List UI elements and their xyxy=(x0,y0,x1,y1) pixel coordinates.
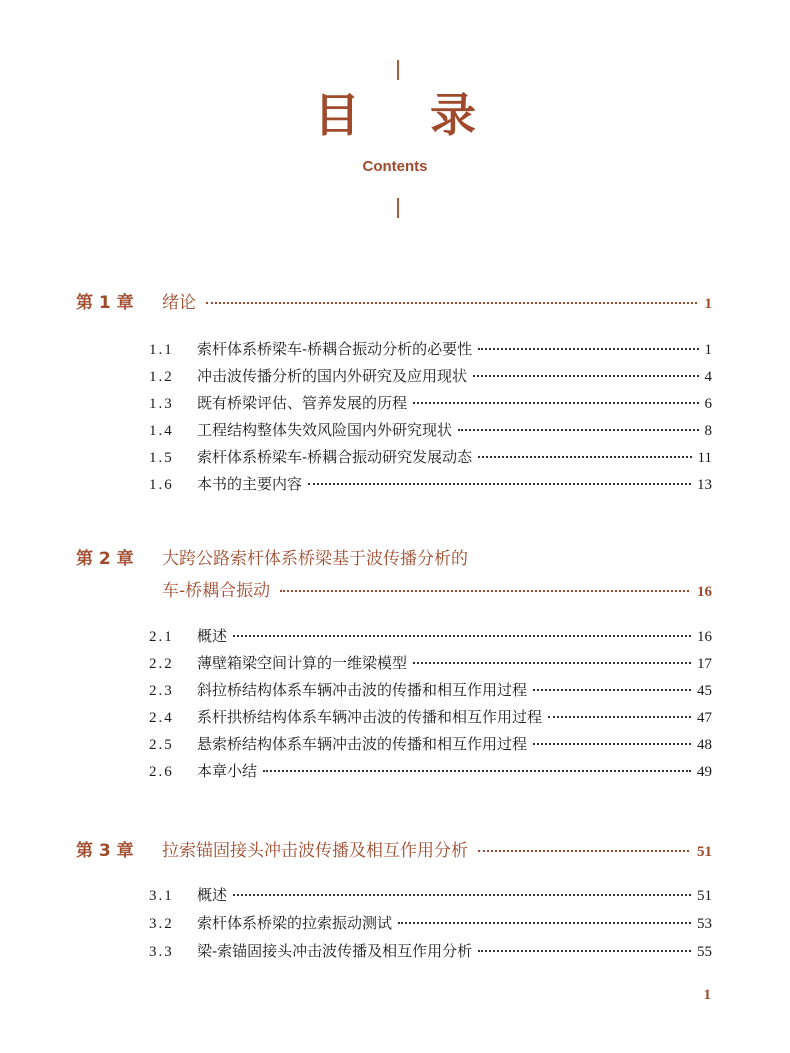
page-number: 1 xyxy=(703,987,711,1003)
toc-entry[interactable] xyxy=(149,706,712,727)
leader-dots xyxy=(280,590,689,592)
section-page: 51 xyxy=(697,888,712,904)
section-number: 1.4 xyxy=(149,423,174,439)
section-page: 8 xyxy=(704,423,712,439)
leader-dots xyxy=(533,743,691,745)
leader-dots xyxy=(308,483,691,485)
toc-entry[interactable] xyxy=(149,473,712,494)
toc-entry[interactable] xyxy=(149,625,712,646)
section-number: 1.5 xyxy=(149,450,174,466)
section-number: 3.1 xyxy=(149,888,174,904)
section-number: 1.2 xyxy=(149,369,174,385)
section-title: 概述 xyxy=(197,627,228,645)
section-title: 本章小结 xyxy=(197,762,258,780)
chapter-number: 第 3 章 xyxy=(76,841,134,861)
section-page: 11 xyxy=(697,450,712,466)
leader-dots xyxy=(233,894,691,896)
title-bottom-rule xyxy=(397,198,399,218)
toc-entry[interactable] xyxy=(149,679,712,700)
section-number: 1.3 xyxy=(149,396,174,412)
section-title: 斜拉桥结构体系车辆冲击波的传播和相互作用过程 xyxy=(197,681,528,699)
section-title: 冲击波传播分析的国内外研究及应用现状 xyxy=(197,367,468,385)
leader-dots xyxy=(533,689,691,691)
toc-entry[interactable] xyxy=(149,338,712,359)
toc-entry[interactable] xyxy=(149,446,712,467)
chapter-2-entry-line-1[interactable] xyxy=(76,544,712,569)
leader-dots xyxy=(233,635,691,637)
chapter-page: 51 xyxy=(697,844,712,860)
section-title: 薄壁箱梁空间计算的一维梁模型 xyxy=(197,654,408,672)
section-page: 45 xyxy=(697,683,712,699)
toc-entry[interactable] xyxy=(149,365,712,386)
section-title: 系杆拱桥结构体系车辆冲击波的传播和相互作用过程 xyxy=(197,708,543,726)
toc-entry[interactable] xyxy=(149,760,712,781)
chapter-title-line-1: 大跨公路索杆体系桥梁基于波传播分析的 xyxy=(162,549,468,569)
chapter-title: 拉索锚固接头冲击波传播及相互作用分析 xyxy=(162,841,468,861)
chapter-title: 绪论 xyxy=(162,293,196,313)
section-title: 索杆体系桥梁的拉索振动测试 xyxy=(197,914,393,932)
title-top-rule xyxy=(397,60,399,80)
section-title: 梁-索锚固接头冲击波传播及相互作用分析 xyxy=(197,942,473,960)
section-number: 2.4 xyxy=(149,710,174,726)
section-number: 1.1 xyxy=(149,342,174,358)
chapter-3-entry[interactable] xyxy=(76,836,712,861)
toc-entry[interactable] xyxy=(149,912,712,933)
section-page: 17 xyxy=(697,656,712,672)
leader-dots xyxy=(478,456,691,458)
section-number: 1.6 xyxy=(149,477,174,493)
chapter-2-entry-line-2[interactable] xyxy=(162,576,712,601)
leader-dots xyxy=(413,662,691,664)
leader-dots xyxy=(478,850,689,852)
section-page: 1 xyxy=(704,342,712,358)
leader-dots xyxy=(398,922,691,924)
section-title: 悬索桥结构体系车辆冲击波的传播和相互作用过程 xyxy=(197,735,528,753)
chapter-page: 16 xyxy=(697,584,712,600)
leader-dots xyxy=(478,950,691,952)
toc-entry[interactable] xyxy=(149,652,712,673)
leader-dots xyxy=(263,770,691,772)
section-title: 工程结构整体失效风险国内外研究现状 xyxy=(197,421,453,439)
section-title: 索杆体系桥梁车-桥耦合振动研究发展动态 xyxy=(197,448,473,466)
section-number: 2.1 xyxy=(149,629,174,645)
section-number: 3.3 xyxy=(149,944,174,960)
leader-dots xyxy=(478,348,698,350)
chapter-number: 第 2 章 xyxy=(76,549,134,569)
toc-entry[interactable] xyxy=(149,733,712,754)
toc-entry[interactable] xyxy=(149,940,712,961)
section-page: 13 xyxy=(697,477,712,493)
chapter-page: 1 xyxy=(704,296,712,312)
section-page: 47 xyxy=(697,710,712,726)
page-title xyxy=(0,88,790,142)
section-page: 53 xyxy=(697,916,712,932)
leader-dots xyxy=(548,716,691,718)
leader-dots xyxy=(473,375,698,377)
toc-entry[interactable] xyxy=(149,419,712,440)
section-number: 2.6 xyxy=(149,764,174,780)
section-number: 2.3 xyxy=(149,683,174,699)
chapter-title-line-2: 车-桥耦合振动 xyxy=(162,581,271,601)
page-title-char-2: 录 xyxy=(430,88,476,142)
leader-dots xyxy=(206,302,697,304)
chapter-1-entry[interactable] xyxy=(76,288,712,313)
section-title: 概述 xyxy=(197,886,228,904)
leader-dots xyxy=(413,402,698,404)
page-title-char-1: 目 xyxy=(314,88,360,142)
section-number: 2.2 xyxy=(149,656,174,672)
section-page: 55 xyxy=(697,944,712,960)
section-title: 索杆体系桥梁车-桥耦合振动分析的必要性 xyxy=(197,340,473,358)
leader-dots xyxy=(458,429,698,431)
section-number: 3.2 xyxy=(149,916,174,932)
section-title: 本书的主要内容 xyxy=(197,475,303,493)
section-page: 16 xyxy=(697,629,712,645)
section-page: 4 xyxy=(704,369,712,385)
section-number: 2.5 xyxy=(149,737,174,753)
chapter-number: 第 1 章 xyxy=(76,293,134,313)
page-subtitle: Contents xyxy=(362,158,428,175)
section-page: 6 xyxy=(704,396,712,412)
section-title: 既有桥梁评估、管养发展的历程 xyxy=(197,394,408,412)
section-page: 49 xyxy=(697,764,712,780)
section-page: 48 xyxy=(697,737,712,753)
toc-entry[interactable] xyxy=(149,884,712,905)
toc-entry[interactable] xyxy=(149,392,712,413)
